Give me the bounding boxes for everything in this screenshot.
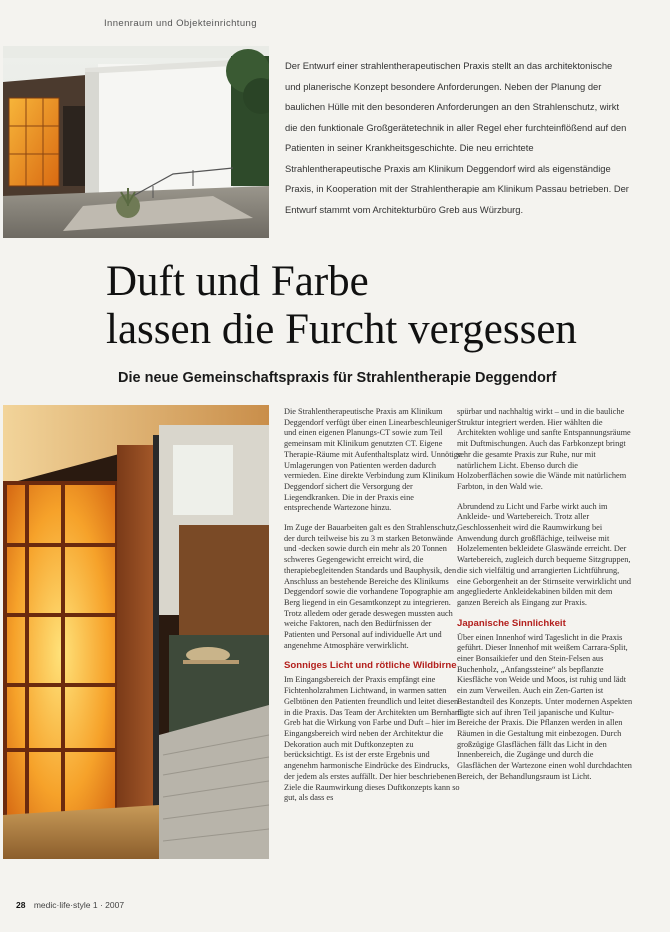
body-column-2 [457, 407, 635, 792]
article-headline [106, 258, 666, 354]
publication-name: medic·life·style 1 · 2007 [33, 900, 125, 910]
interior-light-wall-photo [3, 405, 269, 859]
intro-paragraph: Der Entwurf einer strahlentherapeutischen Praxis stellt an das architektonische und planerische Konzept besondere Anforderungen. Neben der Planung der baulichen Hülle mit den besonderen Anforderungen an den Strahlenschutz, wirkt die den funktionale Großgerätetechnik in aller Regel eher furchteinflößend auf den Patienten in seiner Krankheitsgeschichte. Die neu errichtete Strahlentherapeutische Praxis am Klinikum Deggendorf wird als eigenständige Praxis, in Kooperation mit der Strahlentherapie am Klinikum Passau betrieben. Der Entwurf stammt vom Architekturbüro Greb aus Würzburg. [285, 60, 629, 215]
headline-line-2: lassen die Furcht vergessen [106, 306, 577, 353]
section-kicker: Innenraum und Objekteinrichtung [104, 18, 257, 29]
body-paragraph: Im Eingangsbereich der Praxis empfängt eine Fichtenholzrahmen Lichtwand, in warmen satten Gelbtönen den Patienten freundlich und leitet diesen in die Praxis. Das Team der Architekten um Bernhard Greb hat die Wirkung von Farbe und Duft – hier im Eingangsbereich wird neben der Architektur die Dekoration auch mit Duftkonzepten zu berücksichtigt. Es ist der erste Ergebnis und angenehm harmonische Eindrücke des Eindrucks, der jedem als erstes auffällt. Der hier beschriebenen Ziele die Raumwirkung dieses Duftkonzepts kann so gut, als dass es [284, 675, 462, 803]
body-paragraph: Über einen Innenhof wird Tageslicht in die Praxis geführt. Dieser Innenhof mit weißem Carrara-Split, einer Bonsaikiefer und den Stein-Felsen aus Buchenholz, „Anfangssteine“ als bepflanzte Kiesfläche von Weide und Moos, ist ruhig und lädt ein zum Verweilen. Auch ein Zen-Garten ist Bestandteil des Konzepts. Unter modernen Aspekten fügte sich auf ihren Teil japanische und Kultur-Bereiche der Praxis. Die Pflanzen werden in allen Räumen in die Gestaltung mit einbezogen. Durch großzügige Glasflächen fällt das Licht in den Innenbereich, die Zugänge und durch die Glasflächen der Wartezone einen wohl durchdachten Bereich, der Behandlungsraum ist Licht. [457, 632, 633, 781]
headline-line-1: Duft und Farbe [106, 258, 369, 305]
section-heading: Sonniges Licht und rötliche Wildbirne [284, 660, 457, 672]
building-exterior-photo [3, 46, 269, 238]
body-column-1 [284, 407, 462, 813]
body-paragraph: Die Strahlentherapeutische Praxis am Klinikum Deggendorf verfügt über einen Linearbeschleuniger und einen eigenen Planungs-CT sowie zum Teil gemeinsam mit Klinikum genutzten CT. Eigene Therapie-Räume mit Aufenthaltsplatz wird. Unnötige Umlagerungen von Patienten werden dadurch vermieden. Eine direkte Verbindung zum Klinikum Deggendorf sichert die Versorgung der Liegendkranken. Die in der Praxis eine entsprechende Wartezone hinzu. [284, 407, 462, 513]
page-footer [16, 900, 124, 910]
body-paragraph: Abrundend zu Licht und Farbe wirkt auch im Ankleide- und Wartebereich. Trotz aller Geschlossenheit wird die Raumwirkung bei Anwendung durch großflächige, teilweise mit Holzelementen bekleidete Glaswände erreicht. Der Wartebereich, zugleich durch bequeme Sitzgruppen, die sich vielfältig und arrangierten Lichtführung, eine Geborgenheit an der Stirnseite verwirklicht und angegliederte Ankleidekabinen bilden mit dem ganzen Bereich als Eingang zur Praxis. [457, 501, 632, 607]
body-paragraph: spürbar und nachhaltig wirkt – und in die bauliche Struktur integriert werden. Hier wählten die Architekten wohlige und sanfte Entspannungsräume mit Duftmischungen. Auch das Farbkonzept bringt sehr die gesamte Praxis zur Ruhe, nur mit natürlichem Licht. Ebenso durch die Holzoberflächen sowie die Wände mit natürlichem Farbton, in den Wald wie. [457, 407, 631, 491]
article-subheadline: Die neue Gemeinschaftspraxis für Strahlentherapie Deggendorf [118, 370, 557, 386]
page-number: 28 [16, 900, 26, 910]
body-paragraph: Im Zuge der Bauarbeiten galt es den Strahlenschutz, der durch teilweise bis zu 3 m starken Betonwände und -decken sowie durch ein mehr als 20 Tonnen schweres Gegengewicht erreicht wird, die therapiebegleitenden Standards und Bauphysik, den Anschluss an bestehende Bereiche des Klinikums Deggendorf sowie die vorhandene Topographie am Berg liegend in ein Gesamtkonzept zu integrieren. Trotz alledem oder gerade deswegen mussten auch weiche Faktoren, nach den Bedürfnissen der Patienten und Personal auf individuelle Art und angenehme Atmosphäre verwirklicht. [284, 523, 458, 650]
section-heading: Japanische Sinnlichkeit [457, 617, 566, 629]
